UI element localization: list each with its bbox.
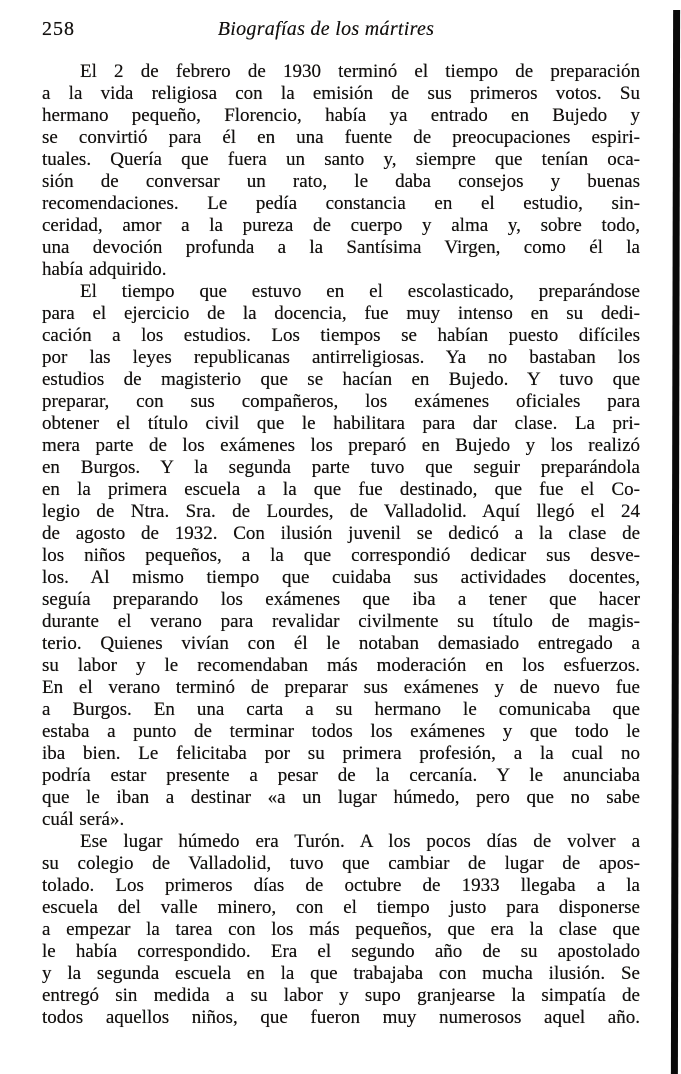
text-line: estudios de magisterio que se hacían en Bujedo. Y tuvo que xyxy=(42,369,640,390)
text-line: y la segunda escuela en la que trabajaba con mucha ilusión. Se xyxy=(42,963,640,984)
text-line: tuales. Quería que fuera un santo y, siempre que tenían oca- xyxy=(42,149,640,170)
text-line: legio de Ntra. Sra. de Lourdes, de Valladolid. Aquí llegó el 24 xyxy=(42,501,640,522)
text-line: había adquirido. xyxy=(42,259,167,280)
text-line: seguía preparando los exámenes que iba a tener que hacer xyxy=(42,589,640,610)
paragraph xyxy=(42,61,640,281)
text-line: El tiempo que estuvo en el escolasticado, preparándose xyxy=(80,281,640,302)
text-line: los niños pequeños, a la que correspondió dedicar sus desve- xyxy=(42,545,640,566)
text-line: terio. Quienes vivían con él le notaban demasiado entregado a xyxy=(42,633,640,654)
text-line: su labor y le recomendaban más moderación en los esfuerzos. xyxy=(42,655,640,676)
text-line: En el verano terminó de preparar sus exámenes y de nuevo fue xyxy=(42,677,640,698)
text-line: mera parte de los exámenes los preparó en Bujedo y los realizó xyxy=(42,435,640,456)
text-line: su colegio de Valladolid, tuvo que cambiar de lugar de apos- xyxy=(42,853,640,874)
text-line: por las leyes republicanas antirreligiosas. Ya no bastaban los xyxy=(42,347,640,368)
text-line: que le iban a destinar «a un lugar húmedo, pero que no sabe xyxy=(42,787,640,808)
text-line: entregó sin medida a su labor y supo granjearse la simpatía de xyxy=(42,985,640,1006)
text-line: a Burgos. En una carta a su hermano le comunicaba que xyxy=(42,699,640,720)
text-line: recomendaciones. Le pedía constancia en el estudio, sin- xyxy=(42,193,640,214)
text-line: preparar, con sus compañeros, los exámenes oficiales para xyxy=(42,391,640,412)
text-line: obtener el título civil que le habilitara para dar clase. La pri- xyxy=(42,413,640,434)
text-line: sión de conversar un rato, le daba consejos y buenas xyxy=(42,171,640,192)
text-line: podría estar presente a pesar de la cercanía. Y le anunciaba xyxy=(42,765,640,786)
text-line: estaba a punto de terminar todos los exámenes y que todo le xyxy=(42,721,640,742)
text-line: Ese lugar húmedo era Turón. A los pocos días de volver a xyxy=(80,831,640,852)
text-line: ceridad, amor a la pureza de cuerpo y alma y, sobre todo, xyxy=(42,215,640,236)
running-header-title: Biografías de los mártires xyxy=(217,18,435,40)
text-line: una devoción profunda a la Santísima Virgen, como él la xyxy=(42,237,640,258)
text-line: El 2 de febrero de 1930 terminó el tiempo de preparación xyxy=(80,61,640,82)
text-line: a la vida religiosa con la emisión de sus primeros votos. Su xyxy=(42,83,640,104)
text-line: hermano pequeño, Florencio, había ya entrado en Bujedo y xyxy=(42,105,640,126)
text-line: para el ejercicio de la docencia, fue muy intenso en su dedi- xyxy=(42,303,640,324)
paragraph xyxy=(42,831,640,1029)
page-header xyxy=(42,17,640,41)
paragraph xyxy=(42,281,640,831)
text-block xyxy=(42,61,640,1029)
scan-edge-artifact xyxy=(671,10,680,1074)
text-line: cuál será». xyxy=(42,809,125,830)
text-line: iba bien. Le felicitaba por su primera profesión, a la cual no xyxy=(42,743,640,764)
text-line: se convirtió para él en una fuente de preocupaciones espiri- xyxy=(42,127,640,148)
text-line: durante el verano para revalidar civilmente su título de magis- xyxy=(42,611,640,632)
text-line: escuela del valle minero, con el tiempo justo para disponerse xyxy=(42,897,640,918)
text-line: todos aquellos niños, que fueron muy numerosos aquel año. xyxy=(42,1007,640,1028)
text-line: le había correspondido. Era el segundo año de su apostolado xyxy=(42,941,640,962)
text-line: a empezar la tarea con los más pequeños, que era la clase que xyxy=(42,919,640,940)
text-line: de agosto de 1932. Con ilusión juvenil se dedicó a la clase de xyxy=(42,523,640,544)
text-line: los. Al mismo tiempo que cuidaba sus actividades docentes, xyxy=(42,567,640,588)
text-line: tolado. Los primeros días de octubre de 1933 llegaba a la xyxy=(42,875,640,896)
page-number: 258 xyxy=(42,18,75,40)
text-line: en la primera escuela a la que fue destinado, que fue el Co- xyxy=(42,479,640,500)
text-line: cación a los estudios. Los tiempos se habían puesto difíciles xyxy=(42,325,640,346)
text-line: en Burgos. Y la segunda parte tuvo que seguir preparándola xyxy=(42,457,640,478)
